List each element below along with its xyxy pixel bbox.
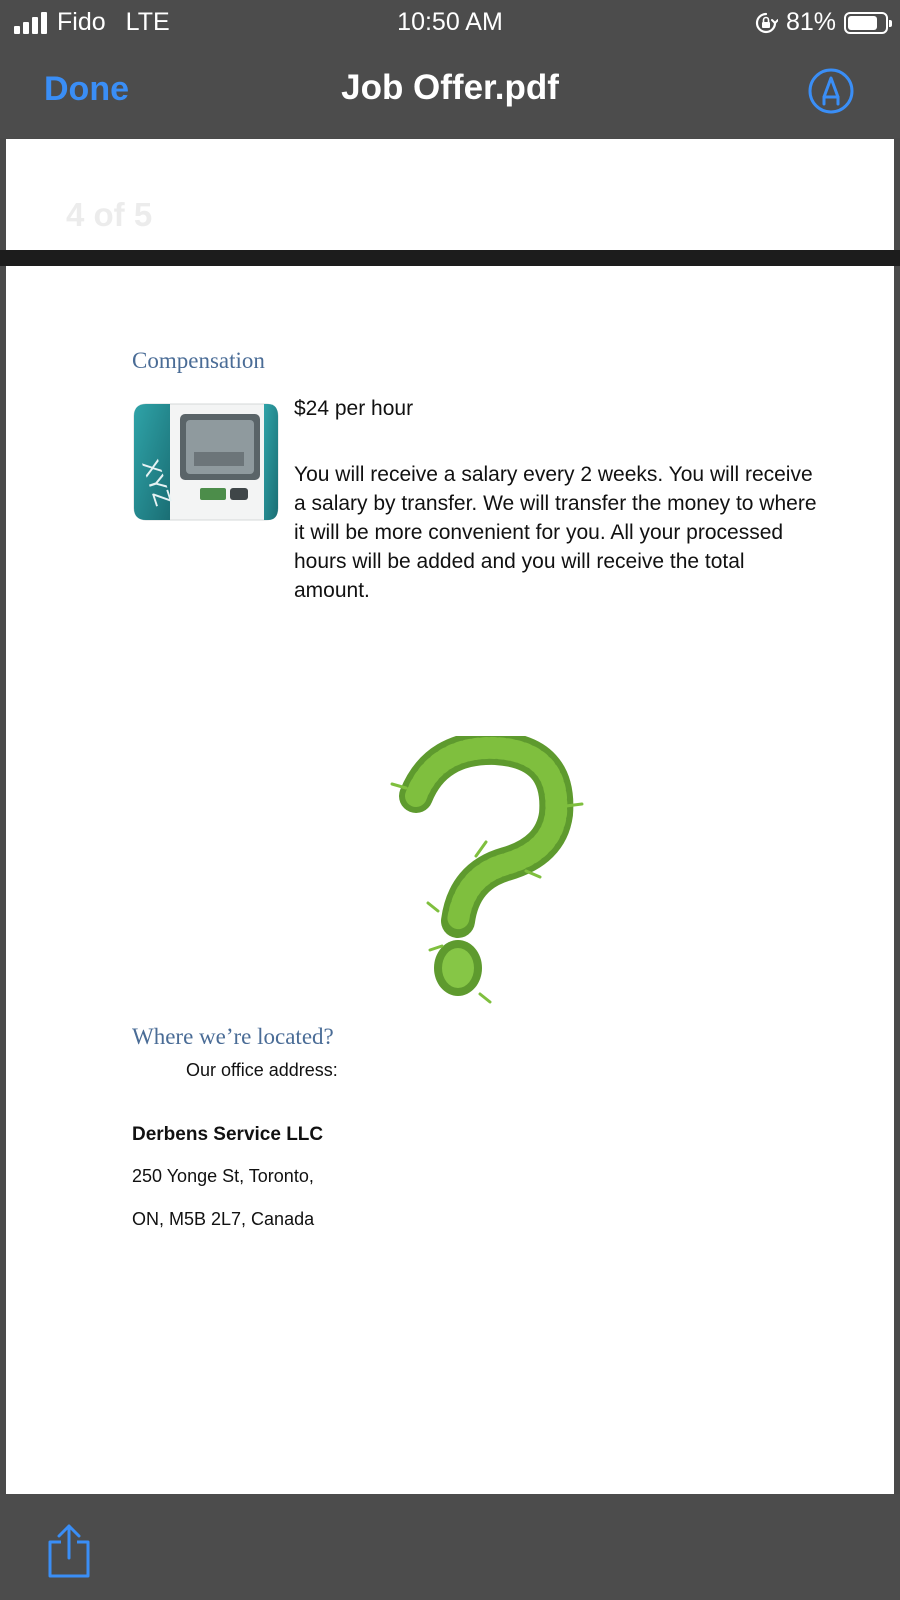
- status-time: 10:50 AM: [397, 8, 503, 36]
- battery-icon: [844, 12, 888, 34]
- carrier-label: Fido: [57, 8, 106, 36]
- svg-text:XYZ: XYZ: [136, 456, 177, 510]
- bottom-toolbar: [0, 1494, 900, 1600]
- printer-image: [130, 398, 282, 526]
- share-icon[interactable]: [46, 1522, 92, 1580]
- done-button[interactable]: Done: [44, 70, 129, 108]
- address-line-1: 250 Yonge St, Toronto,: [132, 1166, 314, 1186]
- document-page[interactable]: [6, 266, 894, 1494]
- markup-pen-icon[interactable]: [808, 68, 854, 114]
- address-line-2: ON, M5B 2L7, Canada: [132, 1209, 315, 1229]
- navigation-bar: [0, 44, 900, 138]
- rotation-lock-icon: [754, 11, 778, 35]
- company-name: Derbens Service LLC: [132, 1124, 324, 1145]
- status-bar: [0, 0, 900, 44]
- location-heading: Where we’re located?: [132, 1024, 334, 1049]
- page-indicator: 4 of 5: [66, 196, 153, 233]
- document-title: Job Offer.pdf: [341, 68, 559, 107]
- previous-page: [6, 139, 894, 250]
- hourly-rate: $24 per hour: [294, 397, 414, 420]
- battery-fill: [848, 16, 877, 30]
- status-right: [754, 8, 888, 37]
- battery-percent: 81%: [785, 8, 836, 36]
- salary-paragraph: You will receive a salary every 2 weeks. You will receive a salary by transfer. We will transfer the money to where it will be more convenient for you. All your processed hours will be added and you will receive the total amount.: [294, 463, 817, 602]
- compensation-heading: Compensation: [132, 348, 265, 373]
- page-separator: [0, 250, 900, 266]
- office-address-label: Our office address:: [186, 1060, 338, 1080]
- network-label: LTE: [125, 8, 170, 36]
- grass-question-mark-image: [376, 736, 606, 1006]
